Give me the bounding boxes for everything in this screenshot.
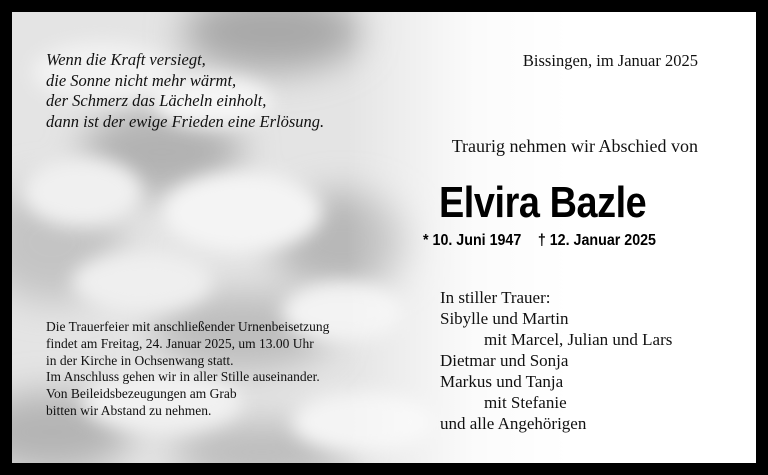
ceremony-line: findet am Freitag, 24. Januar 2025, um 13.00 Uhr [46,335,314,351]
poem-line: Wenn die Kraft versiegt, [46,50,206,69]
poem-line: der Schmerz das Lächeln einholt, [46,91,267,110]
poem-line: dann ist der ewige Frieden eine Erlösung. [46,111,325,131]
life-dates [423,232,656,250]
ceremony-info [46,319,329,420]
ceremony-line: Im Anschluss gehen wir in aller Stille auseinander. [46,369,320,385]
ceremony-line: Von Beileidsbezeugungen am Grab [46,386,237,402]
mourner-line: Sibylle und Martin [440,309,569,328]
death-date: † 12. Januar 2025 [537,232,656,249]
ceremony-line: bitten wir Abstand zu nehmen. [46,402,212,418]
mourners-list [440,287,672,434]
poem [46,50,324,132]
mourner-line: Dietmar und Sonja [440,351,569,370]
farewell-intro: Traurig nehmen wir Abschied von [451,136,698,156]
mourners-heading: In stiller Trauer: [440,288,551,307]
mourner-line: mit Stefanie [484,393,567,412]
ceremony-line: Die Trauerfeier mit anschließender Urnenbeisetzung [46,319,330,334]
poem-line: die Sonne nicht mehr wärmt, [46,70,237,90]
mourner-line: mit Marcel, Julian und Lars [484,330,673,349]
place-date: Bissingen, im Januar 2025 [522,51,698,70]
birth-date: * 10. Juni 1947 [423,232,522,249]
ceremony-line: in der Kirche in Ochsenwang statt. [46,352,234,368]
deceased-name: Elvira Bazle [439,178,647,227]
mourner-line: Markus und Tanja [440,372,564,391]
mourner-line: und alle Angehörigen [440,414,587,433]
